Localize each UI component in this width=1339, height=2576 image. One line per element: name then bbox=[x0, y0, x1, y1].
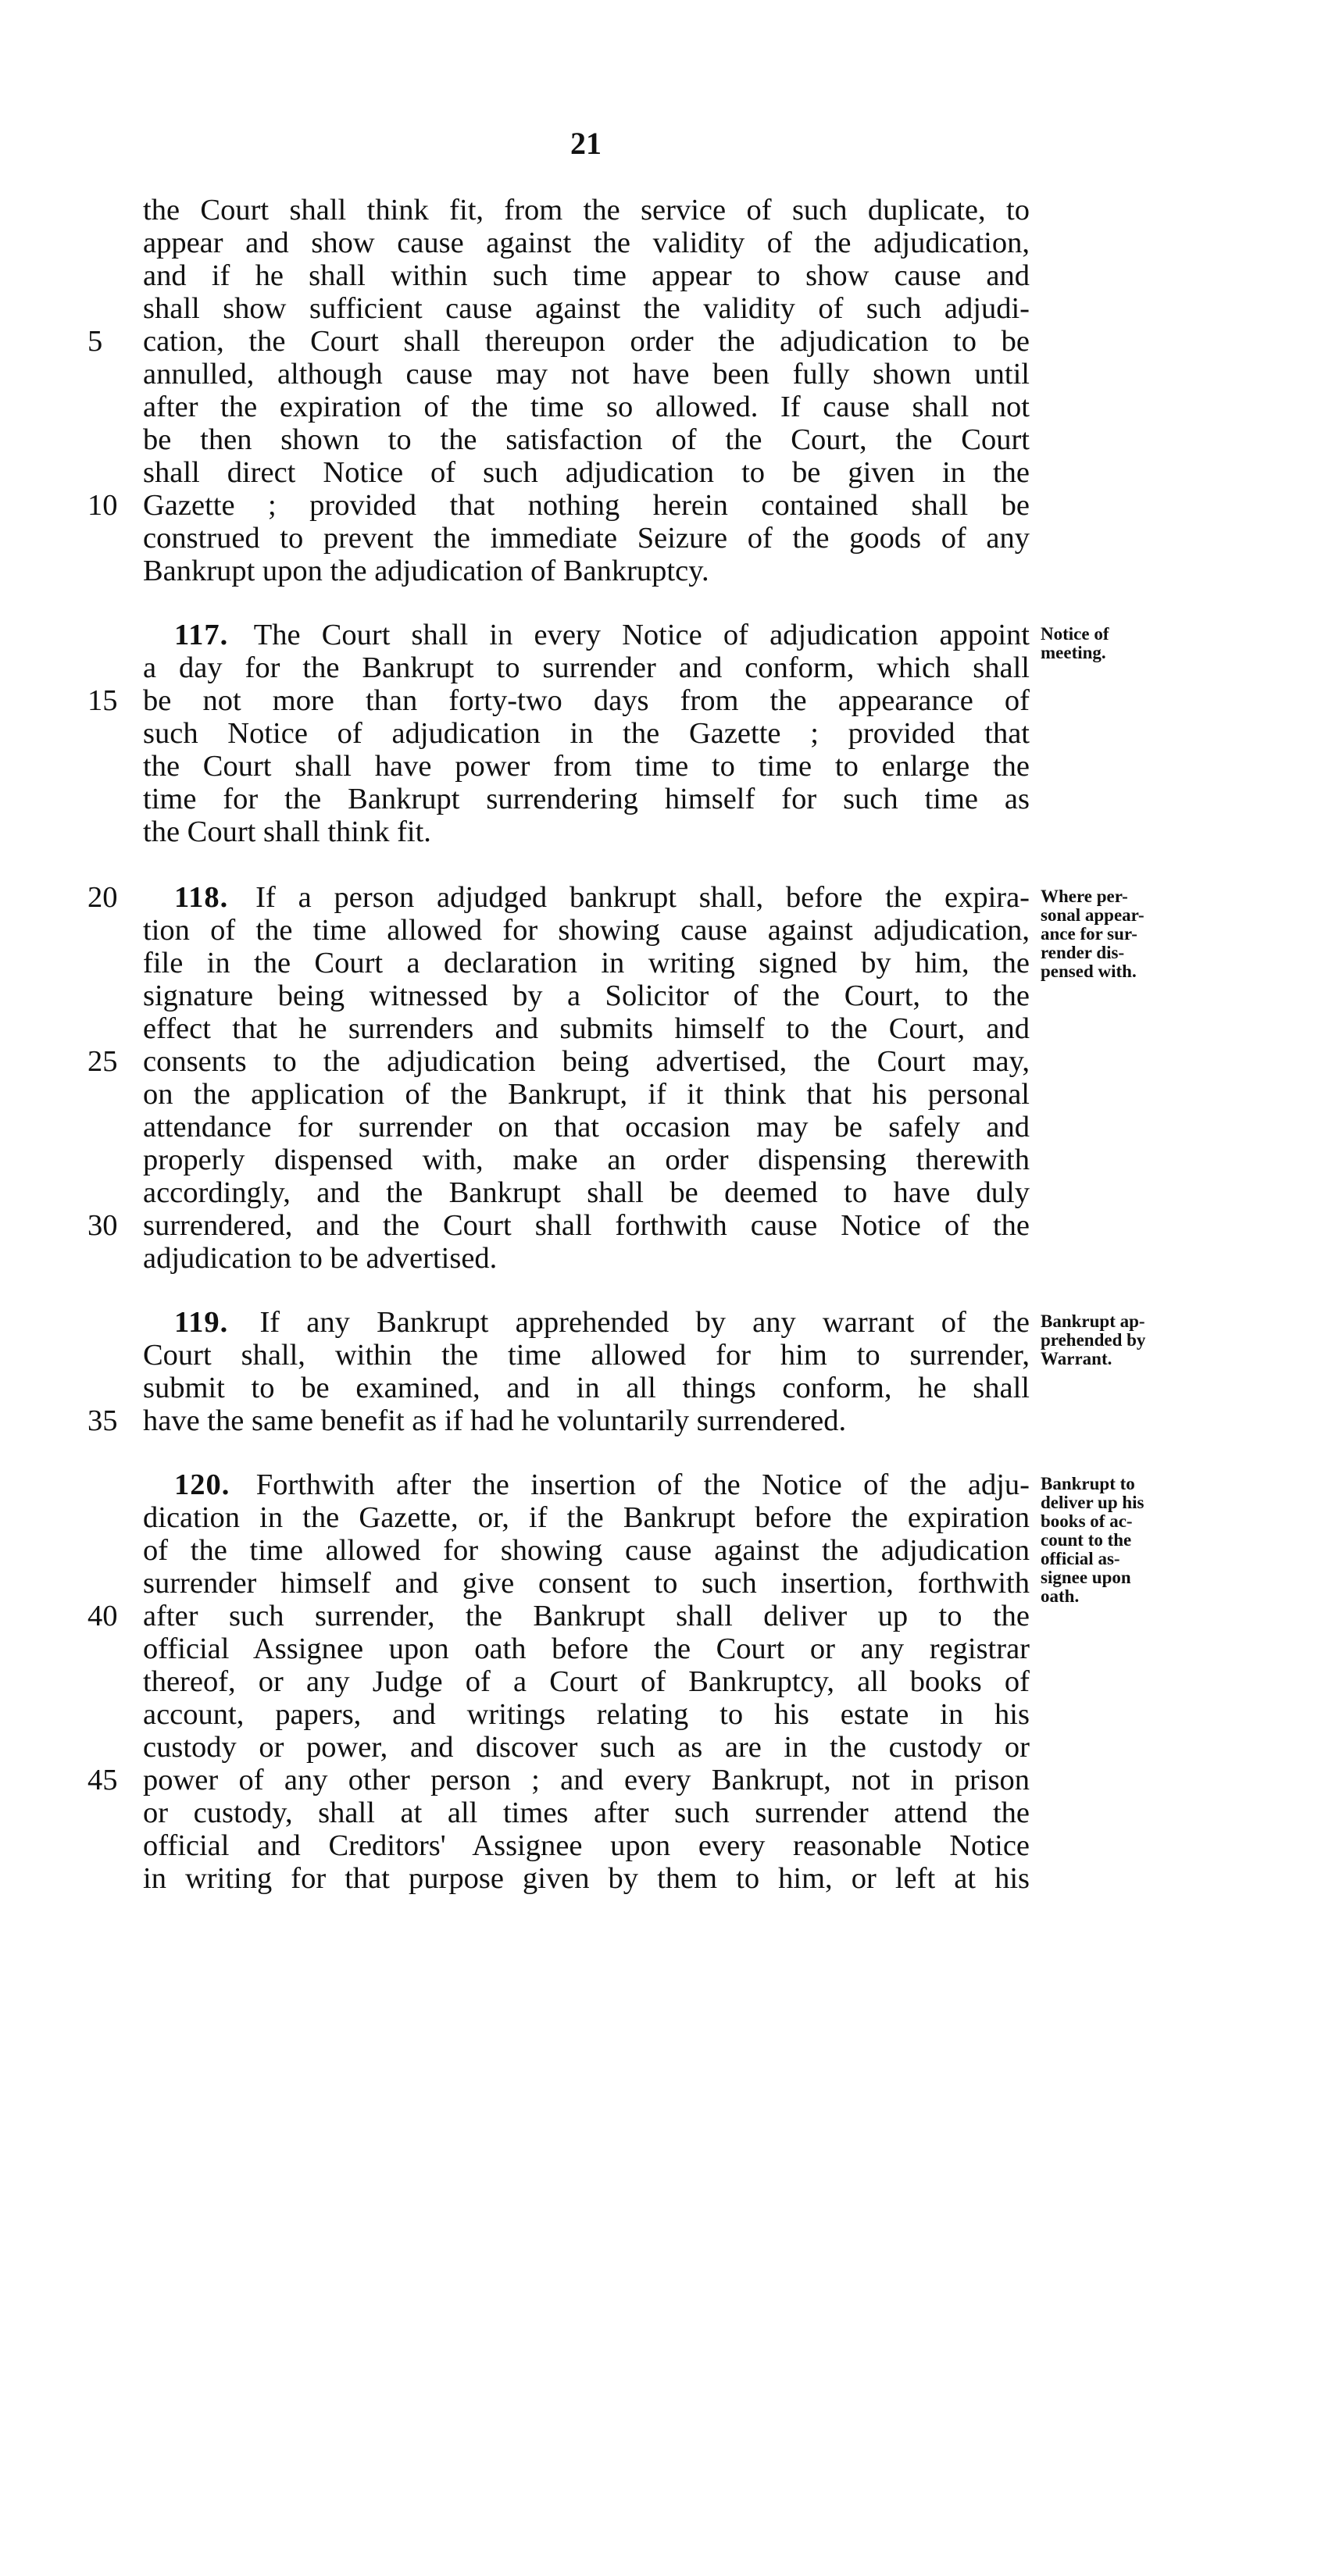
text-line: the Court shall think fit, from the service of such duplicate, to bbox=[143, 194, 1030, 227]
text-line: be then shown to the satisfaction of the Court, the Court bbox=[143, 423, 1030, 456]
margin-note-120 bbox=[1041, 1475, 1220, 1606]
margin-note-line: books of ac- bbox=[1041, 1511, 1133, 1531]
text-line: attendance for surrender on that occasion may be safely and bbox=[143, 1111, 1030, 1144]
text-span: If a person adjudged bankrupt shall, before the expira- bbox=[255, 881, 1030, 914]
text-line: time for the Bankrupt surrendering himself for such time as bbox=[143, 783, 1030, 815]
text-line: such Notice of adjudication in the Gazette ; provided that bbox=[143, 717, 1030, 750]
text-line: and if he shall within such time appear to show cause and bbox=[143, 259, 1030, 292]
line-number: 35 bbox=[87, 1404, 118, 1437]
section-number: 120. bbox=[174, 1468, 230, 1501]
text-line: or custody, shall at all times after such surrender attend the bbox=[143, 1796, 1030, 1829]
margin-note-line: Bankrupt to bbox=[1041, 1474, 1135, 1493]
text-line: submit to be examined, and in all things conform, he shall bbox=[143, 1372, 1030, 1404]
margin-note-line: ance for sur- bbox=[1041, 924, 1137, 944]
text-line: in writing for that purpose given by them to him, or left at his bbox=[143, 1862, 1030, 1895]
text-line: effect that he surrenders and submits himself to the Court, and bbox=[143, 1012, 1030, 1045]
margin-note-line: Bankrupt ap- bbox=[1041, 1311, 1145, 1331]
text-line: thereof, or any Judge of a Court of Bankruptcy, all books of bbox=[143, 1665, 1030, 1698]
text-line: annulled, although cause may not have been fully shown until bbox=[143, 358, 1030, 391]
text-line: tion of the time allowed for showing cause against adjudication, bbox=[143, 914, 1030, 947]
margin-note-line: signee upon bbox=[1041, 1568, 1131, 1587]
text-span: If any Bankrupt apprehended by any warrant of the bbox=[259, 1306, 1030, 1339]
text-line: consents to the adjudication being advertised, the Court may, bbox=[143, 1045, 1030, 1078]
margin-note-line: meeting. bbox=[1041, 643, 1106, 662]
text-span: Forthwith after the insertion of the Notice of the adju- bbox=[255, 1468, 1030, 1501]
line-number: 40 bbox=[87, 1600, 118, 1632]
text-line: official and Creditors' Assignee upon every reasonable Notice bbox=[143, 1829, 1030, 1862]
margin-note-line: oath. bbox=[1041, 1586, 1080, 1606]
text-line: dication in the Gazette, or, if the Bankrupt before the expiration bbox=[143, 1501, 1030, 1534]
text-line: after such surrender, the Bankrupt shall deliver up to the bbox=[143, 1600, 1030, 1632]
margin-note-line: count to the bbox=[1041, 1530, 1132, 1550]
page-number: 21 bbox=[570, 126, 602, 161]
text-line: a day for the Bankrupt to surrender and conform, which shall bbox=[143, 651, 1030, 684]
text-line: custody or power, and discover such as are in the custody or bbox=[143, 1731, 1030, 1764]
text-line: the Court shall think fit. bbox=[143, 815, 431, 848]
text-line: have the same benefit as if had he voluntarily surrendered. bbox=[143, 1404, 847, 1437]
text-line: account, papers, and writings relating to his estate in his bbox=[143, 1698, 1030, 1731]
text-line: after the expiration of the time so allowed. If cause shall not bbox=[143, 391, 1030, 423]
text-line: construed to prevent the immediate Seizure of the goods of any bbox=[143, 522, 1030, 555]
margin-note-line: prehended by bbox=[1041, 1330, 1146, 1350]
text-line: surrendered, and the Court shall forthwith cause Notice of the bbox=[143, 1209, 1030, 1242]
section-number: 117. bbox=[174, 619, 229, 651]
line-number: 20 bbox=[87, 881, 118, 914]
text-line: signature being witnessed by a Solicitor of the Court, to the bbox=[143, 979, 1030, 1012]
text-line: surrender himself and give consent to such insertion, forthwith bbox=[143, 1567, 1030, 1600]
margin-note-118 bbox=[1041, 887, 1220, 981]
line-number: 30 bbox=[87, 1209, 118, 1242]
text-line: properly dispensed with, make an order dispensing therewith bbox=[143, 1144, 1030, 1176]
section-117-first-line bbox=[143, 619, 1030, 651]
margin-note-line: official as- bbox=[1041, 1549, 1120, 1568]
text-line: on the application of the Bankrupt, if it think that his personal bbox=[143, 1078, 1030, 1111]
text-line: power of any other person ; and every Bankrupt, not in prison bbox=[143, 1764, 1030, 1796]
text-line: Court shall, within the time allowed for him to surrender, bbox=[143, 1339, 1030, 1372]
text-line: Gazette ; provided that nothing herein contained shall be bbox=[143, 489, 1030, 522]
text-line: cation, the Court shall thereupon order the adjudication to be bbox=[143, 325, 1030, 358]
section-120-first-line bbox=[143, 1468, 1030, 1501]
line-number: 15 bbox=[87, 684, 118, 717]
margin-note-line: render dis- bbox=[1041, 943, 1125, 962]
margin-note-line: pensed with. bbox=[1041, 962, 1137, 981]
text-line: official Assignee upon oath before the Court or any registrar bbox=[143, 1632, 1030, 1665]
text-line: shall show sufficient cause against the validity of such adjudi- bbox=[143, 292, 1030, 325]
text-line: the Court shall have power from time to time to enlarge the bbox=[143, 750, 1030, 783]
line-number: 5 bbox=[87, 325, 103, 358]
line-number: 10 bbox=[87, 489, 118, 522]
section-118-first-line bbox=[143, 881, 1030, 914]
section-number: 118. bbox=[174, 881, 229, 914]
line-number: 45 bbox=[87, 1764, 118, 1796]
text-line: be not more than forty-two days from the appearance of bbox=[143, 684, 1030, 717]
text-line: adjudication to be advertised. bbox=[143, 1242, 498, 1275]
text-span: The Court shall in every Notice of adjudication appoint bbox=[253, 619, 1030, 651]
section-number: 119. bbox=[174, 1306, 229, 1339]
section-119-first-line bbox=[143, 1306, 1030, 1339]
margin-note-117 bbox=[1041, 625, 1220, 662]
text-line: appear and show cause against the validity of the adjudication, bbox=[143, 227, 1030, 259]
margin-note-119 bbox=[1041, 1312, 1220, 1368]
text-line: accordingly, and the Bankrupt shall be deemed to have duly bbox=[143, 1176, 1030, 1209]
text-line: file in the Court a declaration in writing signed by him, the bbox=[143, 947, 1030, 979]
margin-note-line: Notice of bbox=[1041, 624, 1109, 644]
text-line: Bankrupt upon the adjudication of Bankruptcy. bbox=[143, 555, 709, 587]
line-number: 25 bbox=[87, 1045, 118, 1078]
margin-note-line: deliver up his bbox=[1041, 1493, 1144, 1512]
text-line: shall direct Notice of such adjudication to be given in the bbox=[143, 456, 1030, 489]
margin-note-line: sonal appear- bbox=[1041, 905, 1144, 925]
text-line: of the time allowed for showing cause against the adjudication bbox=[143, 1534, 1030, 1567]
margin-note-line: Where per- bbox=[1041, 887, 1128, 906]
margin-note-line: Warrant. bbox=[1041, 1349, 1112, 1368]
